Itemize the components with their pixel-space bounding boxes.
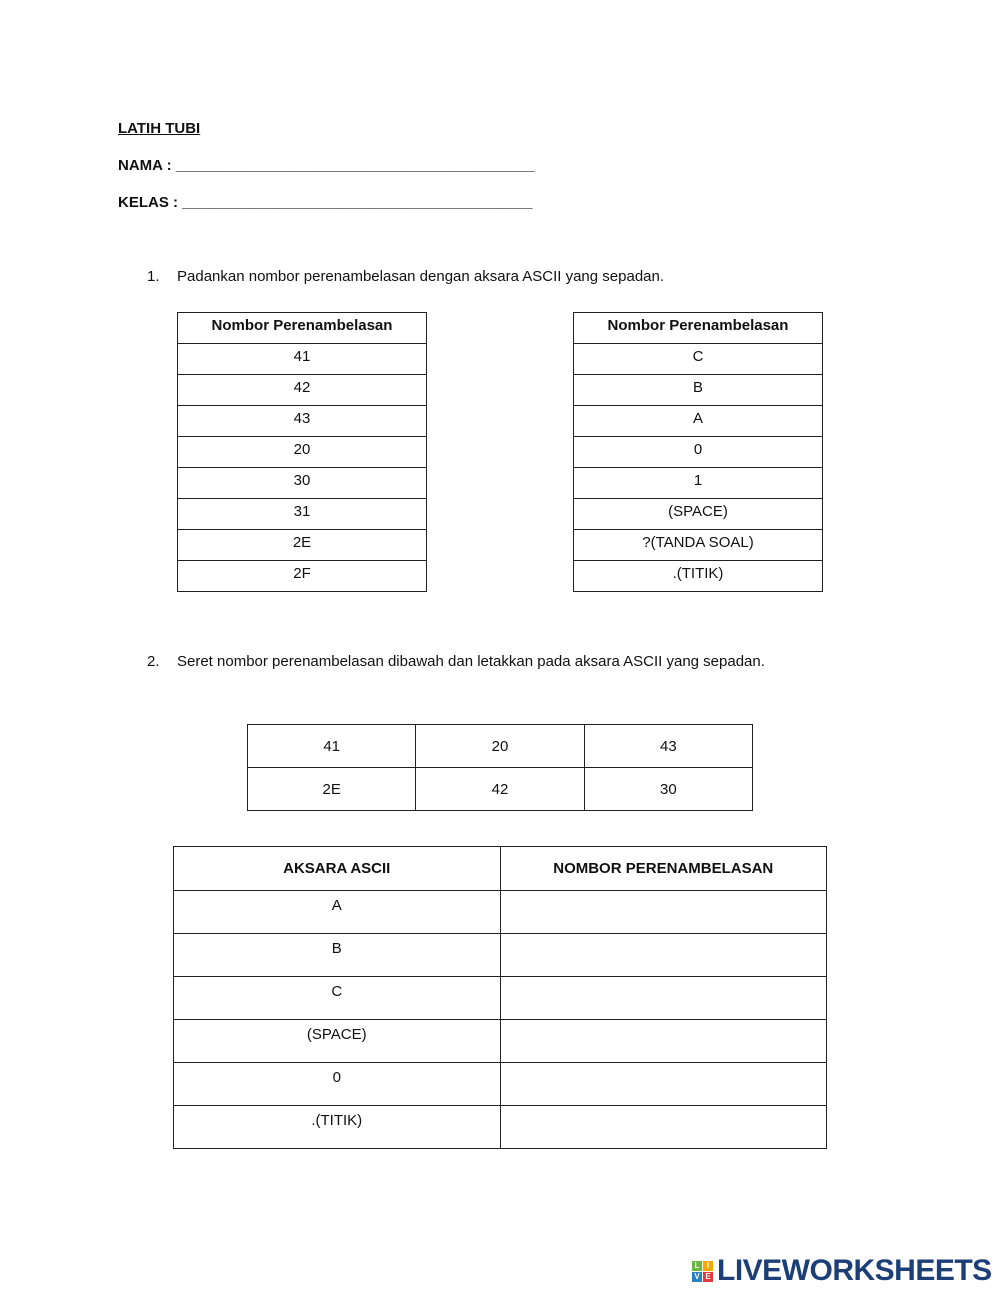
answer-ascii-cell: .(TITIK)	[174, 1106, 501, 1149]
answer-header-ascii: AKSARA ASCII	[174, 847, 501, 891]
ascii-table-header: Nombor Perenambelasan	[574, 313, 823, 344]
question-1-number: 1.	[147, 268, 160, 285]
liveworksheets-logo	[692, 1254, 992, 1288]
question-2-number: 2.	[147, 653, 160, 670]
drag-option[interactable]: 43	[584, 725, 752, 768]
answer-ascii-cell: (SPACE)	[174, 1020, 501, 1063]
name-label: NAMA :	[118, 157, 176, 174]
ascii-cell[interactable]: B	[574, 375, 823, 406]
question-2-text: Seret nombor perenambelasan dibawah dan letakkan pada aksara ASCII yang sepadan.	[177, 653, 765, 670]
answer-drop-zone[interactable]	[500, 1063, 827, 1106]
logo-letter: E	[703, 1272, 713, 1282]
answer-table	[173, 846, 827, 1149]
drag-option[interactable]: 41	[248, 725, 416, 768]
drag-options-table	[247, 724, 753, 811]
logo-blocks-icon	[692, 1261, 713, 1282]
hex-cell[interactable]: 43	[178, 406, 427, 437]
name-line: ___________________________________________	[175, 157, 535, 174]
name-field[interactable]	[118, 157, 535, 174]
ascii-cell[interactable]: 0	[574, 437, 823, 468]
hex-cell[interactable]: 2E	[178, 530, 427, 561]
hex-table	[177, 312, 427, 592]
answer-drop-zone[interactable]	[500, 1106, 827, 1149]
logo-letter: L	[692, 1261, 702, 1271]
hex-cell[interactable]: 2F	[178, 561, 427, 592]
ascii-table	[573, 312, 823, 592]
answer-ascii-cell: C	[174, 977, 501, 1020]
answer-ascii-cell: A	[174, 891, 501, 934]
answer-ascii-cell: 0	[174, 1063, 501, 1106]
ascii-cell[interactable]: C	[574, 344, 823, 375]
answer-ascii-cell: B	[174, 934, 501, 977]
drag-option[interactable]: 42	[416, 768, 584, 811]
hex-cell[interactable]: 20	[178, 437, 427, 468]
hex-cell[interactable]: 41	[178, 344, 427, 375]
class-label: KELAS :	[118, 194, 183, 211]
class-field[interactable]	[118, 194, 533, 211]
hex-cell[interactable]: 42	[178, 375, 427, 406]
hex-cell[interactable]: 30	[178, 468, 427, 499]
hex-table-header: Nombor Perenambelasan	[178, 313, 427, 344]
logo-text: LIVEWORKSHEETS	[717, 1254, 992, 1287]
answer-drop-zone[interactable]	[500, 1020, 827, 1063]
answer-drop-zone[interactable]	[500, 977, 827, 1020]
drag-option[interactable]: 20	[416, 725, 584, 768]
answer-header-hex: NOMBOR PERENAMBELASAN	[500, 847, 827, 891]
hex-cell[interactable]: 31	[178, 499, 427, 530]
logo-letter: I	[703, 1261, 713, 1271]
ascii-cell[interactable]: 1	[574, 468, 823, 499]
ascii-cell[interactable]: A	[574, 406, 823, 437]
ascii-cell[interactable]: .(TITIK)	[574, 561, 823, 592]
answer-drop-zone[interactable]	[500, 934, 827, 977]
worksheet-title: LATIH TUBI	[118, 120, 201, 137]
ascii-cell[interactable]: ?(TANDA SOAL)	[574, 530, 823, 561]
question-1-text: Padankan nombor perenambelasan dengan aksara ASCII yang sepadan.	[177, 268, 665, 285]
logo-letter: V	[692, 1272, 702, 1282]
answer-drop-zone[interactable]	[500, 891, 827, 934]
class-line: __________________________________________	[182, 194, 533, 211]
drag-option[interactable]: 30	[584, 768, 752, 811]
ascii-cell[interactable]: (SPACE)	[574, 499, 823, 530]
drag-option[interactable]: 2E	[248, 768, 416, 811]
